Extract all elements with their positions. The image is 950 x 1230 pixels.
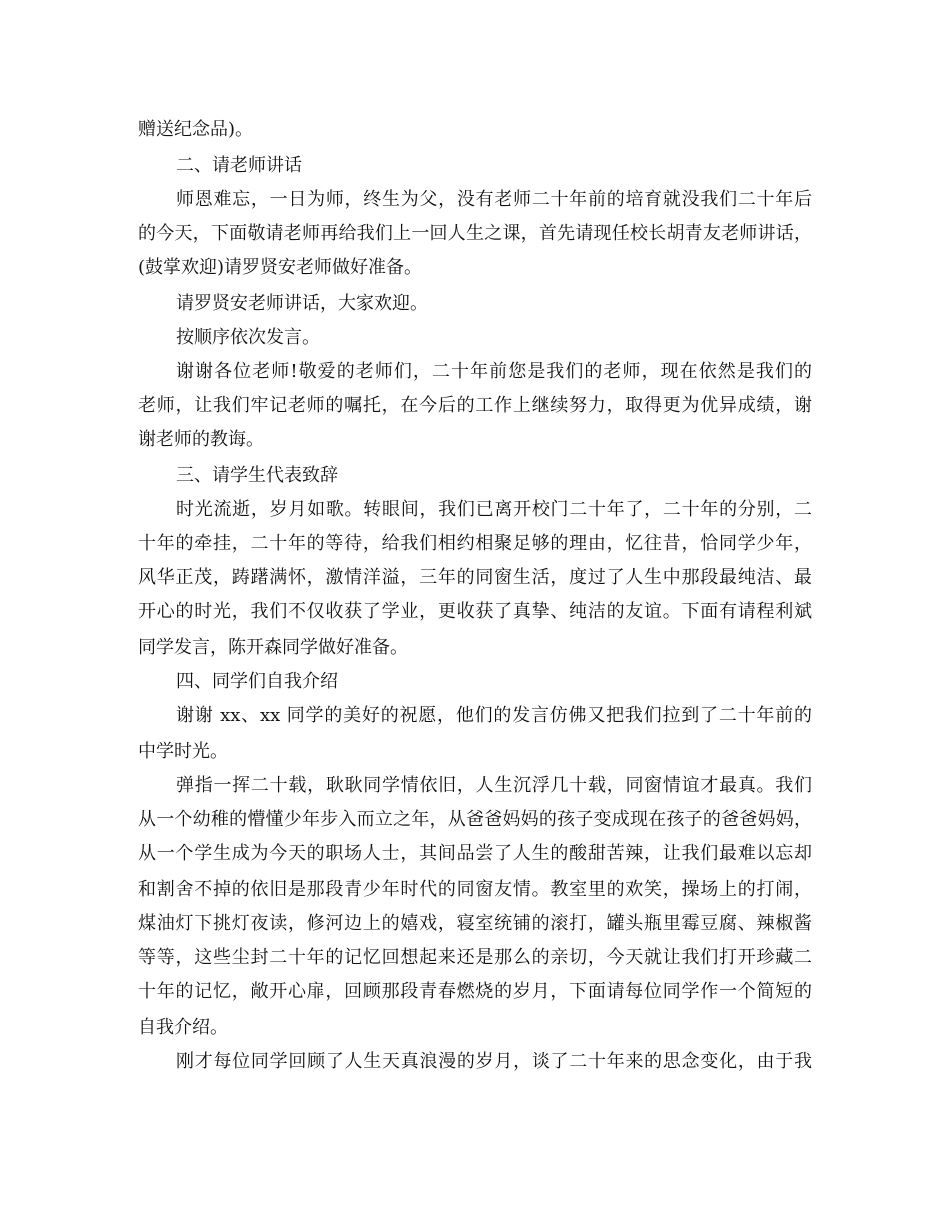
text-line: 按顺序依次发言。 <box>176 327 320 348</box>
section-heading: 四、同学们自我介绍 <box>176 671 338 692</box>
text-line: 和割舍不掉的依旧是那段青少年时代的同窗友情。教室里的欢笑，操场上的打闹， <box>138 879 812 900</box>
text-line: 请罗贤安老师讲话，大家欢迎。 <box>176 293 428 314</box>
text-line: 时光流逝，岁月如歌。转眼间，我们已离开校门二十年了，二十年的分别，二 <box>176 499 812 520</box>
text-line: 风华正茂，踌躇满怀，激情洋溢，三年的同窗生活，度过了人生中那段最纯洁、最 <box>138 567 812 588</box>
text-line: 谢谢 xx、xx 同学的美好的祝愿，他们的发言仿佛又把我们拉到了二十年前的 <box>176 705 812 726</box>
text-line: 谢谢各位老师!敬爱的老师们，二十年前您是我们的老师，现在依然是我们的 <box>176 361 812 382</box>
text-line: 同学发言，陈开森同学做好准备。 <box>138 637 408 658</box>
text-line: 中学时光。 <box>138 741 228 762</box>
section-heading: 三、请学生代表致辞 <box>176 465 338 486</box>
text-line: 十年的记忆，敞开心扉，回顾那段青春燃烧的岁月，下面请每位同学作一个简短的 <box>138 981 812 1002</box>
text-line: 弹指一挥二十载，耿耿同学情依旧，人生沉浮几十载，同窗情谊才最真。我们 <box>176 775 812 796</box>
text-line: 从一个学生成为今天的职场人士，其间品尝了人生的酸甜苦辣，让我们最难以忘却 <box>138 843 812 864</box>
text-line: (鼓掌欢迎)请罗贤安老师做好准备。 <box>138 257 423 278</box>
text-line: 赠送纪念品)。 <box>138 119 254 140</box>
text-line: 刚才每位同学回顾了人生天真浪漫的岁月，谈了二十年来的思念变化，由于我 <box>176 1051 812 1072</box>
text-line: 自我介绍。 <box>138 1017 228 1038</box>
text-line: 开心的时光，我们不仅收获了学业，更收获了真挚、纯洁的友谊。下面有请程利斌 <box>138 601 812 622</box>
text-line: 煤油灯下挑灯夜读，修河边上的嬉戏，寝室统铺的滚打，罐头瓶里霉豆腐、辣椒酱 <box>138 913 812 934</box>
text-line: 谢老师的教诲。 <box>138 429 264 450</box>
text-line: 的今天，下面敬请老师再给我们上一回人生之课，首先请现任校长胡青友老师讲话， <box>138 223 812 244</box>
text-line: 老师，让我们牢记老师的嘱托，在今后的工作上继续努力，取得更为优异成绩，谢 <box>138 395 812 416</box>
text-line: 师恩难忘，一日为师，终生为父，没有老师二十年前的培育就没我们二十年后 <box>176 189 812 210</box>
text-line: 十年的牵挂，二十年的等待，给我们相约相聚足够的理由，忆往昔，恰同学少年， <box>138 533 812 554</box>
text-line: 等等，这些尘封二十年的记忆回想起来还是那么的亲切，今天就让我们打开珍藏二 <box>138 947 812 968</box>
text-line: 从一个幼稚的懵懂少年步入而立之年，从爸爸妈妈的孩子变成现在孩子的爸爸妈妈， <box>138 809 812 830</box>
section-heading: 二、请老师讲话 <box>176 155 302 176</box>
